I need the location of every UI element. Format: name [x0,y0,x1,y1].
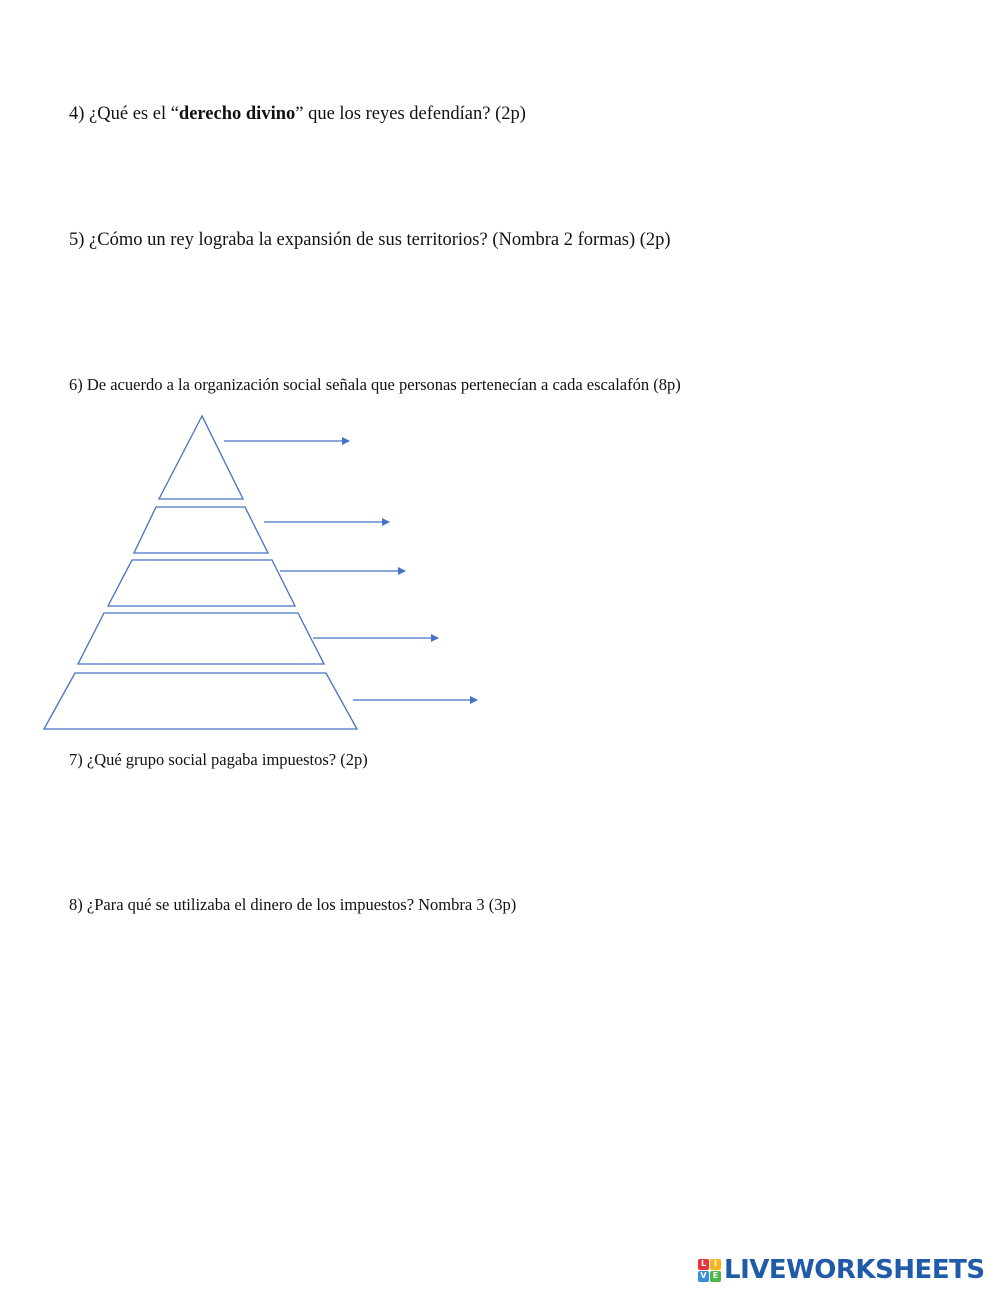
question-8: 8) ¿Para qué se utilizaba el dinero de los impuestos? Nombra 3 (3p) [69,895,517,914]
logo-cell-v: V [698,1271,709,1282]
question-7: 7) ¿Qué grupo social pagaba impuestos? (2p) [69,750,368,769]
question-4-prefix: 4) ¿Qué es el “ [69,104,179,124]
pyramid-tier-5[interactable] [44,673,357,729]
question-4 [69,105,526,124]
question-4-suffix: ” que los reyes defendían? (2p) [295,104,526,124]
question-5: 5) ¿Cómo un rey lograba la expansión de sus territorios? (Nombra 2 formas) (2p) [69,230,671,250]
pyramid-tier-1[interactable] [159,416,243,499]
logo-cell-e: E [710,1271,721,1282]
logo-cell-l: L [698,1259,709,1270]
question-6: 6) De acuerdo a la organización social señala que personas pertenecían a cada escalafón (8p) [69,375,681,394]
pyramid-tier-4[interactable] [78,613,324,664]
pyramid-tier-2[interactable] [134,507,268,553]
liveworksheets-wordmark: LIVEWORKSHEETS [724,1255,985,1285]
liveworksheets-logo-icon [698,1259,721,1282]
logo-cell-i: I [710,1259,721,1270]
liveworksheets-brand [698,1255,985,1285]
question-4-bold-term: derecho divino [178,104,296,124]
pyramid-tier-3[interactable] [108,560,295,606]
